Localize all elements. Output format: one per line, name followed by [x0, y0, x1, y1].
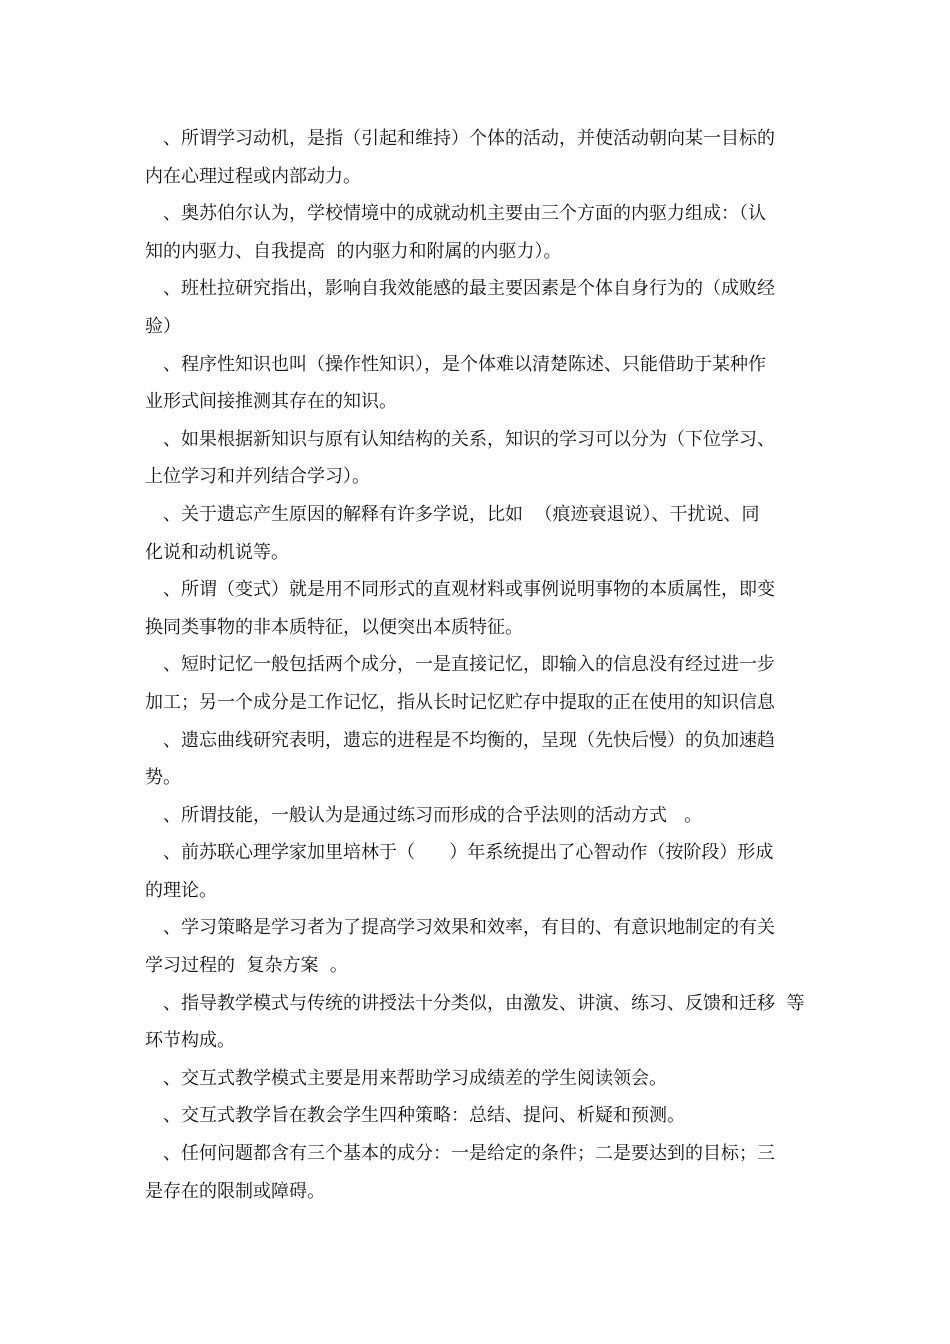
- text-line: 、所谓（变式）就是用不同形式的直观材料或事例说明事物的本质属性，即变: [145, 579, 775, 601]
- text-line: 、奥苏伯尔认为，学校情境中的成就动机主要由三个方面的内驱力组成：（认: [145, 203, 766, 225]
- text-line: 、遗忘曲线研究表明，遗忘的进程是不均衡的，呈现（先快后慢）的负加速趋: [145, 729, 775, 751]
- text-line: 、关于遗忘产生原因的解释有许多学说，比如 （痕迹衰退说）、干扰说、同: [145, 503, 760, 525]
- text-line: 换同类事物的非本质特征，以便突出本质特征。: [145, 616, 523, 638]
- text-line: 、交互式教学旨在教会学生四种策略：总结、提问、析疑和预测。: [145, 1105, 685, 1127]
- text-line: 化说和动机说等。: [145, 541, 289, 563]
- text-line: 、所谓学习动机，是指（引起和维持）个体的活动，并使活动朝向某一目标的: [145, 128, 775, 149]
- text-line: 业形式间接推测其存在的知识。: [145, 391, 397, 413]
- text-line: 、如果根据新知识与原有认知结构的关系，知识的学习可以分为（下位学习、: [145, 428, 775, 450]
- text-line: 、所谓技能，一般认为是通过练习而形成的合乎法则的活动方式 。: [145, 804, 703, 826]
- text-line: 是存在的限制或障碍。: [145, 1180, 325, 1202]
- text-body: [145, 120, 815, 1210]
- text-line: 上位学习和并列结合学习）。: [145, 466, 370, 488]
- text-line: 势。: [145, 767, 181, 789]
- text-line: 内在心理过程或内部动力。: [145, 165, 361, 187]
- text-line: 验）: [145, 315, 181, 337]
- text-line: 的理论。: [145, 879, 217, 901]
- text-line: 环节构成。: [145, 1030, 235, 1052]
- text-line: 、指导教学模式与传统的讲授法十分类似，由激发、讲演、练习、反馈和迁移 等: [145, 992, 805, 1014]
- text-line: 、任何问题都含有三个基本的成分：一是给定的条件；二是要达到的目标；三: [145, 1143, 775, 1165]
- text-line: 、前苏联心理学家加里培林于（ ）年系统提出了心智动作（按阶段）形成: [145, 842, 774, 864]
- text-line: 、短时记忆一般包括两个成分，一是直接记忆，即输入的信息没有经过进一步: [145, 654, 775, 676]
- text-line: 、班杜拉研究指出，影响自我效能感的最主要因素是个体自身行为的（成败经: [145, 278, 775, 300]
- text-line: 、学习策略是学习者为了提高学习效果和效率，有目的、有意识地制定的有关: [145, 917, 775, 939]
- text-line: 、程序性知识也叫（操作性知识），是个体难以清楚陈述、只能借助于某种作: [145, 353, 766, 375]
- text-line: 、交互式教学模式主要是用来帮助学习成绩差的学生阅读领会。: [145, 1067, 667, 1089]
- text-line: 学习过程的 复杂方案 。: [145, 955, 348, 977]
- text-line: 加工；另一个成分是工作记忆，指从长时记忆贮存中提取的正在使用的知识信息: [145, 691, 775, 713]
- text-line: 知的内驱力、自我提高 的内驱力和附属的内驱力）。: [145, 240, 562, 262]
